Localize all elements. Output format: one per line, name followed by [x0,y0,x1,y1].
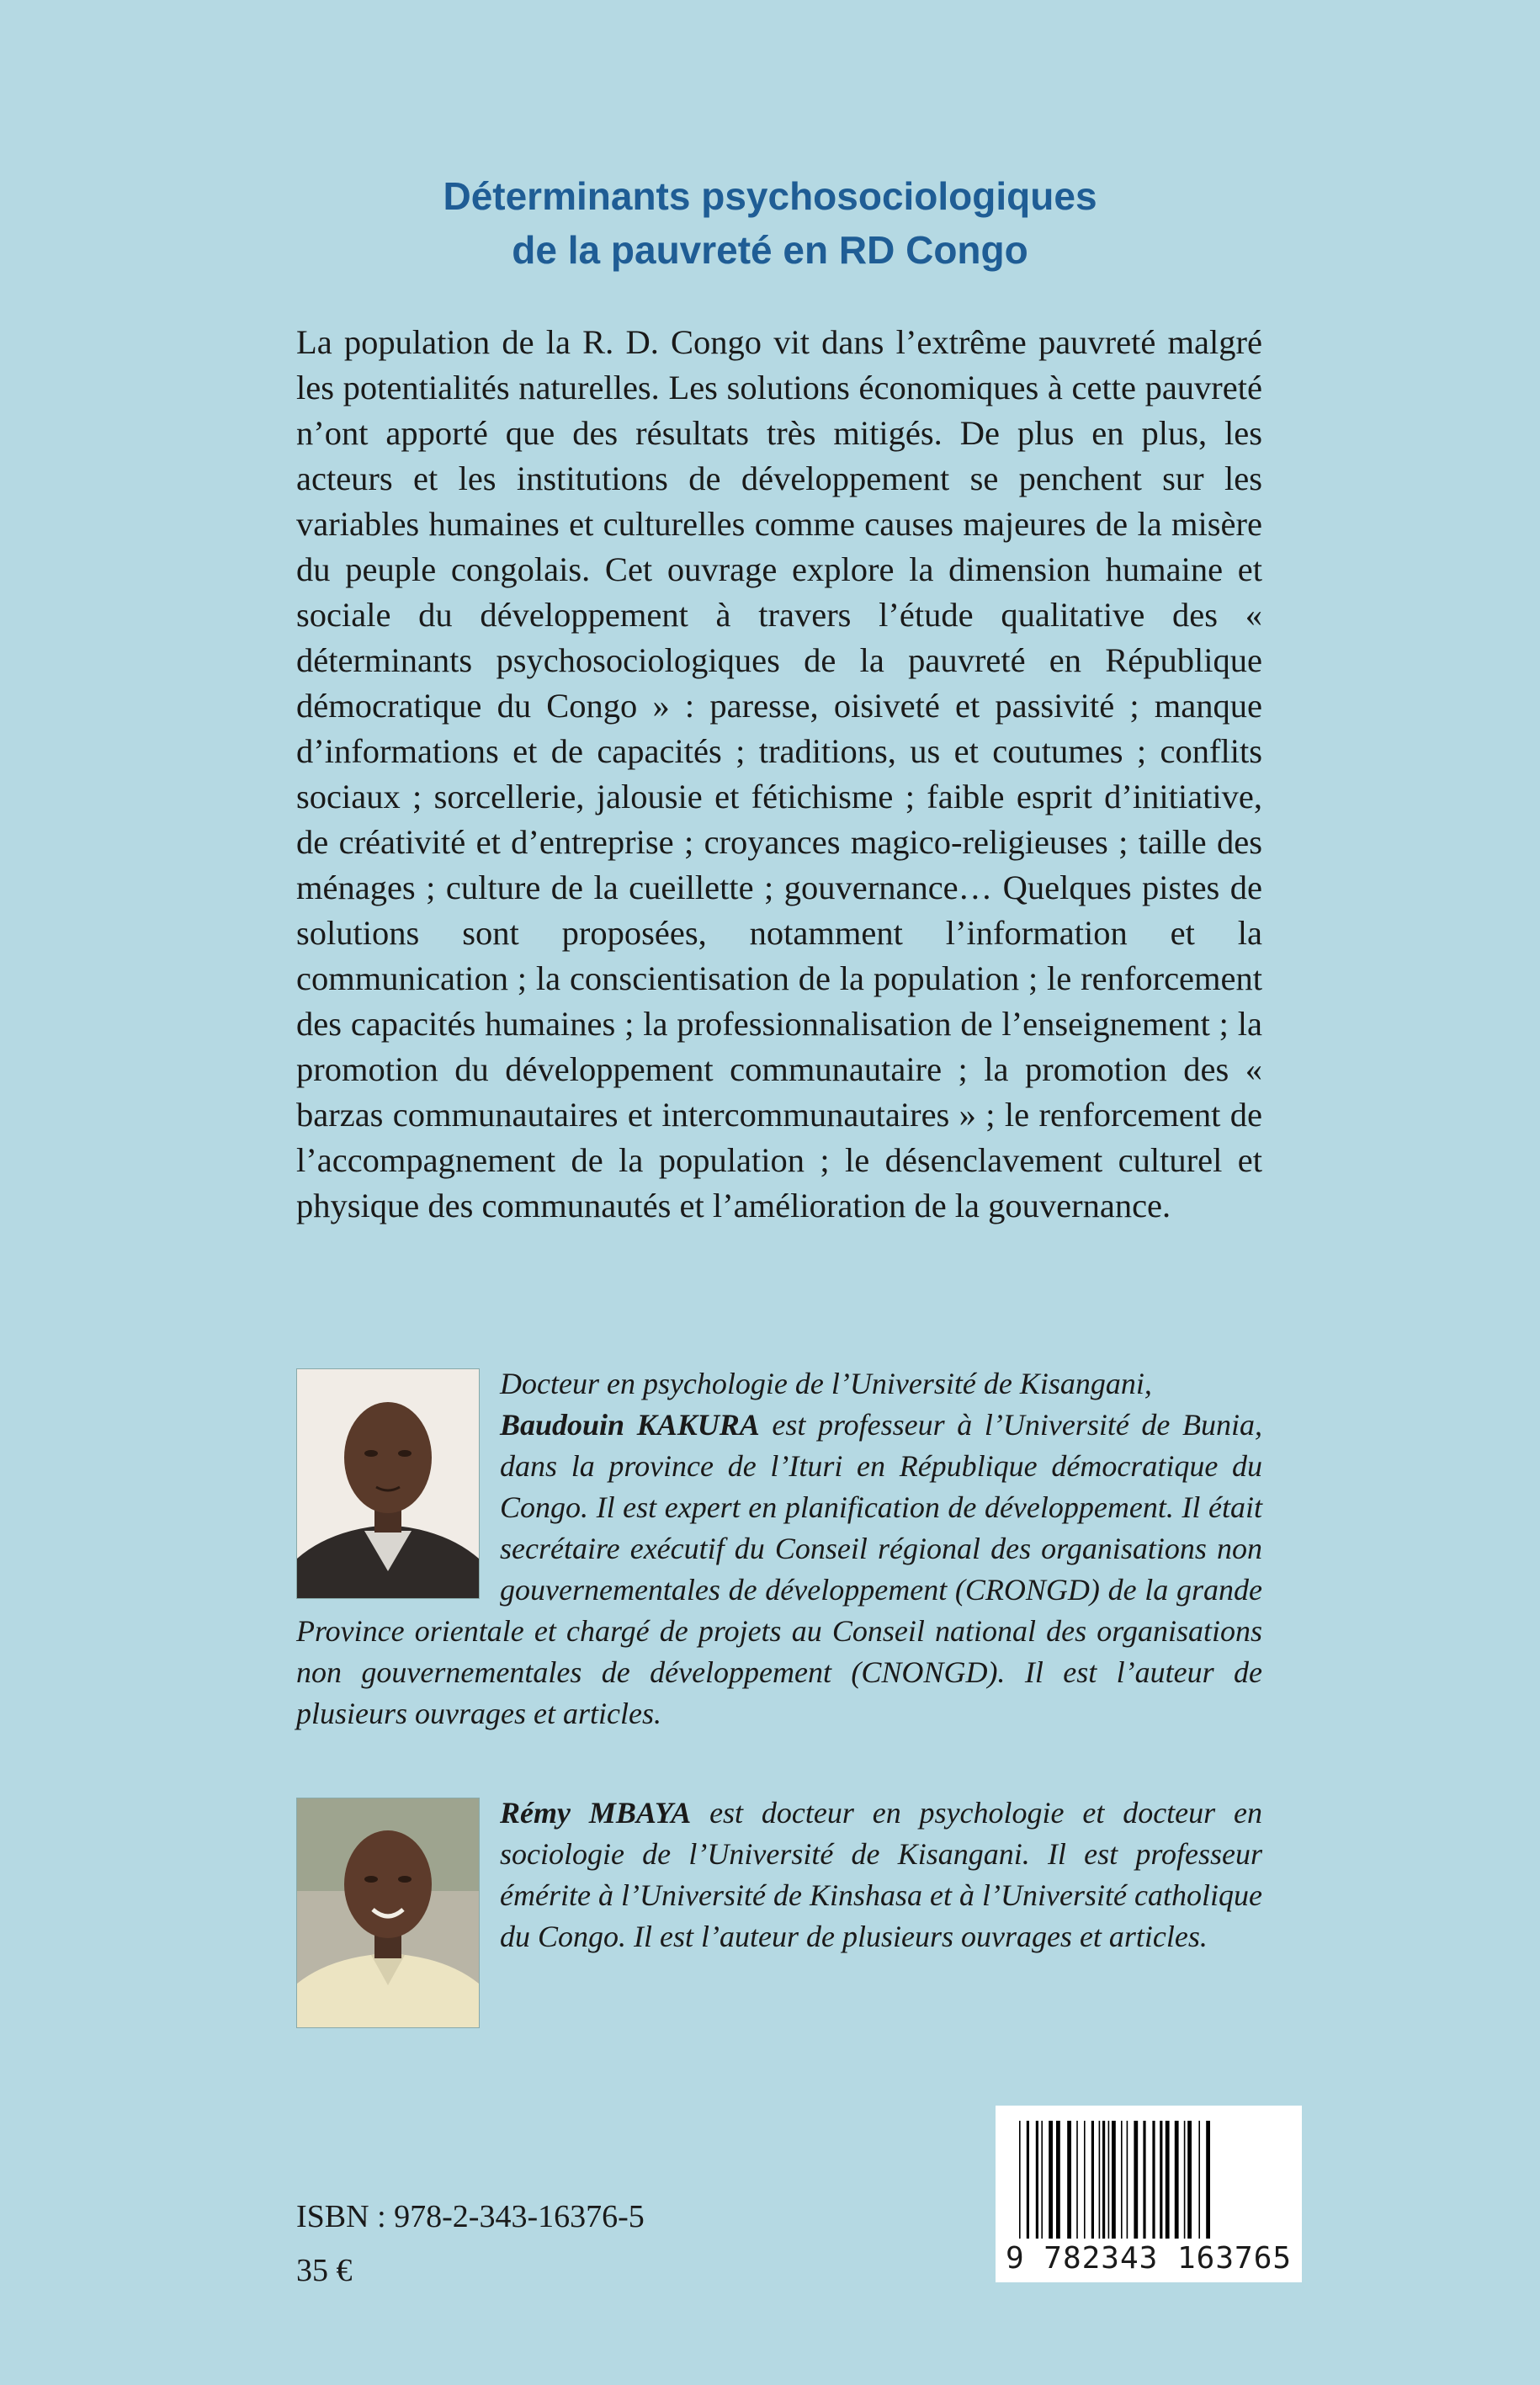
author-intro-kakura: Docteur en psychologie de l’Université de Kisangani, [500,1367,1152,1400]
barcode-bar [1160,2121,1162,2239]
author-photo-kakura [296,1368,480,1599]
barcode-bar [1049,2121,1053,2239]
barcode-digits: 9 782343 163765 [1005,2241,1293,2276]
barcode-bar [1152,2121,1155,2239]
barcode-bar [1019,2121,1021,2239]
barcode-bar [1184,2121,1186,2239]
author-bio-mbaya: est docteur en psychologie et docteur en sociologie de l’Université de Kisangani. Il est professeur émérite à l’Université de Kinshasa et à l’Université catholique du Congo. Il est l’auteur de plusieurs ouvrages et articles. [500,1796,1262,1953]
book-title-line-2: de la pauvreté en RD Congo [512,227,1028,272]
author-block-kakura [296,1363,1262,1734]
barcode-bar [1175,2121,1179,2239]
barcode-bars [1019,2121,1278,2239]
barcode-bar [1036,2121,1038,2239]
barcode-bar [1198,2121,1200,2239]
barcode-bar [1108,2121,1110,2239]
isbn: ISBN : 978-2-343-16376-5 [296,2199,645,2234]
barcode-bar [1134,2121,1138,2239]
barcode-bar [1099,2121,1101,2239]
barcode-bar [1102,2121,1105,2239]
barcode-bar [1143,2121,1145,2239]
book-summary: La population de la R. D. Congo vit dans l’extrême pauvreté malgré les potentialités naturelles. Les solutions économiques à cette pauvreté n’ont apporté que des résultats très mitigés. De plus en plus, les acteurs et les institutions de développement se penchent sur les variables humaines et culturelles comme causes majeures de la misère du peuple congolais. Cet ouvrage explore la dimension humaine et sociale du développement à travers l’étude qualitative des « déterminants psychosociologiques de la pauvreté en République démocratique du Congo » : paresse, oisiveté et passivité ; manque d’informations et de capacités ; traditions, us et coutumes ; conflits sociaux ; sorcellerie, jalousie et fétichisme ; faible esprit d’initiative, de créativité et d’entreprise ; croyances magico-religieuses ; taille des ménages ; culture de la cueillette ; gouvernance… Quelques pistes de solutions sont proposées, notamment l’information et la communication ; la conscientisation de la population ; le renforcement des capacités humaines ; la professionnalisation de l’enseignement ; la promotion du développement communautaire ; la promotion des « barzas communautaires et intercommunautaires » ; le renforcement de l’accompagnement de la population ; le désenclavement culturel et physique des communautés et l’amélioration de la gouvernance. [296,323,1262,1224]
author-photo-mbaya [296,1798,480,2028]
author-bio-kakura: est professeur à l’Université de Bunia, dans la province de l’Ituri en République démocratique du Congo. Il est expert en planification de développement. Il était secrétaire exécutif du Conseil régional des organisations non gouvernementales de développement (CRONGD) de la grande Province orientale et chargé de projets au Conseil national des organisations non gouvernementales de développement (CNONGD). Il est l’auteur de plusieurs ouvrages et articles. [296,1408,1263,1730]
author-block-mbaya [296,1793,1262,2032]
barcode-bar [1187,2121,1192,2239]
book-title-line-1: Déterminants psychosociologiques [443,173,1097,218]
barcode-bar [1027,2121,1029,2239]
barcode-bar [1067,2121,1071,2239]
price: 35 € [296,2253,353,2288]
barcode-bar [1127,2121,1128,2239]
book-title [0,169,1540,277]
barcode-bar [1206,2121,1210,2239]
barcode-bar [1076,2121,1078,2239]
author-name-kakura: Baudouin KAKURA [500,1408,760,1442]
barcode-bar [1166,2121,1170,2239]
barcode-bar [1121,2121,1123,2239]
barcode-bar [1091,2121,1094,2239]
barcode [996,2106,1302,2282]
barcode-bar [1112,2121,1116,2239]
barcode-bar [1041,2121,1043,2239]
barcode-bar [1056,2121,1060,2239]
barcode-bar [1084,2121,1086,2239]
author-name-mbaya: Rémy MBAYA [500,1796,692,1830]
